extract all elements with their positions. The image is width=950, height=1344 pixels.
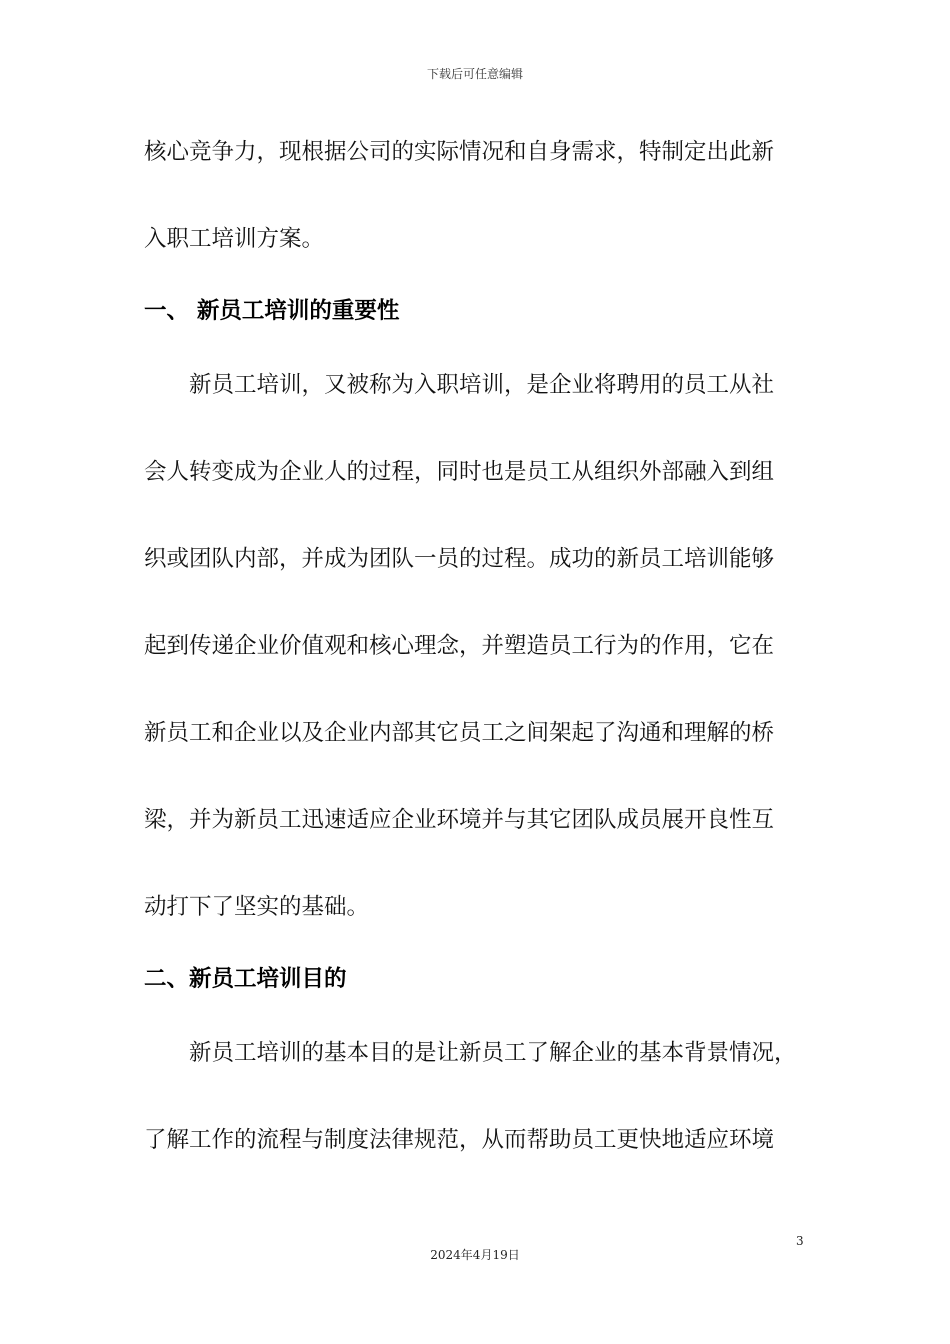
body-line-9: 动打下了坚实的基础。 — [144, 894, 370, 920]
section-heading-importance: 一、 新员工培训的重要性 — [144, 298, 400, 324]
body-line-5: 织或团队内部，并成为团队一员的过程。成功的新员工培训能够 — [144, 546, 775, 572]
body-line-11: 了解工作的流程与制度法律规范，从而帮助员工更快地适应环境 — [144, 1127, 775, 1153]
body-line-2: 入职工培训方案。 — [144, 226, 325, 252]
page-footer-date: 2024年4月19日 — [430, 1248, 520, 1262]
body-line-6: 起到传递企业价值观和核心理念，并塑造员工行为的作用，它在 — [144, 633, 775, 659]
page-number: 3 — [796, 1234, 804, 1248]
body-line-4: 会人转变成为企业人的过程，同时也是员工从组织外部融入到组 — [144, 459, 775, 485]
body-line-1: 核心竞争力，现根据公司的实际情况和自身需求，特制定出此新 — [144, 139, 775, 165]
section-heading-purpose: 二、新员工培训目的 — [144, 966, 347, 992]
body-line-3: 新员工培训，又被称为入职培训，是企业将聘用的员工从社 — [144, 372, 775, 398]
body-line-7: 新员工和企业以及企业内部其它员工之间架起了沟通和理解的桥 — [144, 720, 775, 746]
page-header: 下载后可任意编辑 — [426, 67, 523, 81]
body-line-8: 梁，并为新员工迅速适应企业环境并与其它团队成员展开良性互 — [144, 807, 775, 833]
body-line-10: 新员工培训的基本目的是让新员工了解企业的基本背景情况， — [144, 1040, 797, 1066]
